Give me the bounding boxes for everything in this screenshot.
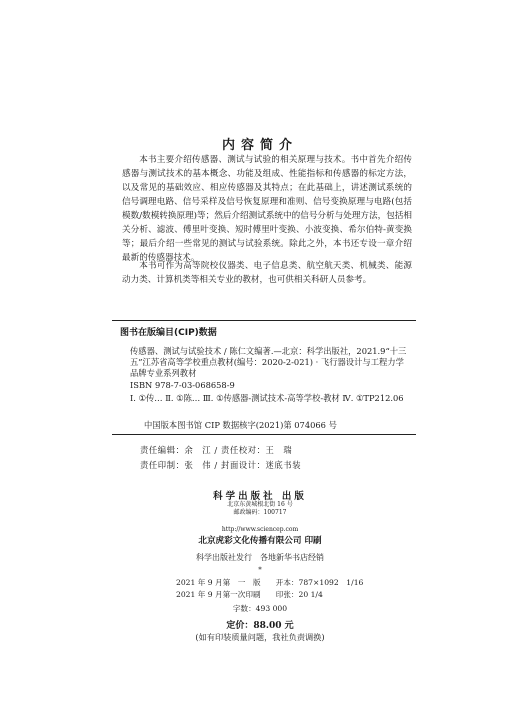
content-summary-title: 内容简介 bbox=[221, 138, 298, 153]
production-credits: 责任印制：张 伟 / 封面设计：迷底书装 bbox=[140, 460, 302, 470]
price: 定价：88.00 元 bbox=[226, 621, 294, 631]
publisher-address: 北京东黄城根北街 16 号 bbox=[227, 501, 293, 508]
edition-line-2: 2021 年 9 月第一次印刷 印张：20 1/4 bbox=[176, 590, 323, 599]
cip-heading: 图书在版编目(CIP)数据 bbox=[120, 328, 217, 338]
cip-bibliographic-record bbox=[130, 346, 410, 391]
cip-bottom-rule bbox=[112, 434, 416, 435]
cip-data-number: 中国版本图书馆 CIP 数据核字(2021)第 074066 号 bbox=[144, 420, 337, 430]
edition-line-1: 2021 年 9 月第 一 版 开本：787×1092 1/16 bbox=[176, 578, 364, 587]
publisher-website: http://www.sciencep.com bbox=[221, 526, 299, 533]
publisher-name: 科学出版社 出版 bbox=[213, 491, 307, 502]
editor-credits: 责任编辑：余 江 / 责任校对：王 瑞 bbox=[140, 445, 293, 455]
separator-star: * bbox=[258, 566, 262, 574]
quality-note: (如有印装质量问题，我社负责调换) bbox=[195, 632, 325, 642]
cip-top-rule bbox=[112, 320, 416, 321]
printer-name: 北京虎彩文化传播有限公司 印刷 bbox=[198, 536, 322, 546]
cip-title-line: 传感器、测试与试验技术 / 陈仁文编著.—北京：科学出版社，2021.9“十三五”江苏省高等学校重点教材(编号：2020-2-021) · 飞行器设计与工程力学品牌专业系列教材 bbox=[130, 346, 407, 379]
content-summary-paragraph-2: 本书可作为高等院校仪器类、电子信息类、航空航天类、机械类、能源动力类、计算机类等相关专业的教材，也可供相关科研人员参考。 bbox=[122, 261, 412, 285]
content-summary-paragraph-1: 本书主要介绍传感器、测试与试验的相关原理与技术。书中首先介绍传感器与测试技术的基本概念、功能及组成、性能指标和传感器的标定方法，以及常见的基础效应、相应传感器及其特点；在此基础上，讲述测试系统的信号调理电路、信号采样及信号恢复原理和准则、信号变换原理与电路(包括模数/数模转换原理)等；然后介绍测试系统中的信号分析与处理方法，包括相关分析、滤波、傅里叶变换、短时傅里叶变换、小波变换、希尔伯特-黄变换等；最后介绍一些常见的测试与试验系统。除此之外，本书还专设一章介绍最新的传感器技术。 bbox=[122, 155, 412, 263]
distribution-line: 科学出版社发行 各地新华书店经销 bbox=[196, 553, 324, 562]
word-count: 字数：493 000 bbox=[232, 604, 288, 613]
cip-isbn: ISBN 978-7-03-068658-9 bbox=[130, 379, 235, 390]
cip-classification: Ⅰ. ①传… Ⅱ. ①陈… Ⅲ. ①传感器-测试技术-高等学校-教材 Ⅳ. ①TP212.06 bbox=[130, 393, 404, 403]
publisher-postcode: 邮政编码：100717 bbox=[233, 509, 287, 516]
